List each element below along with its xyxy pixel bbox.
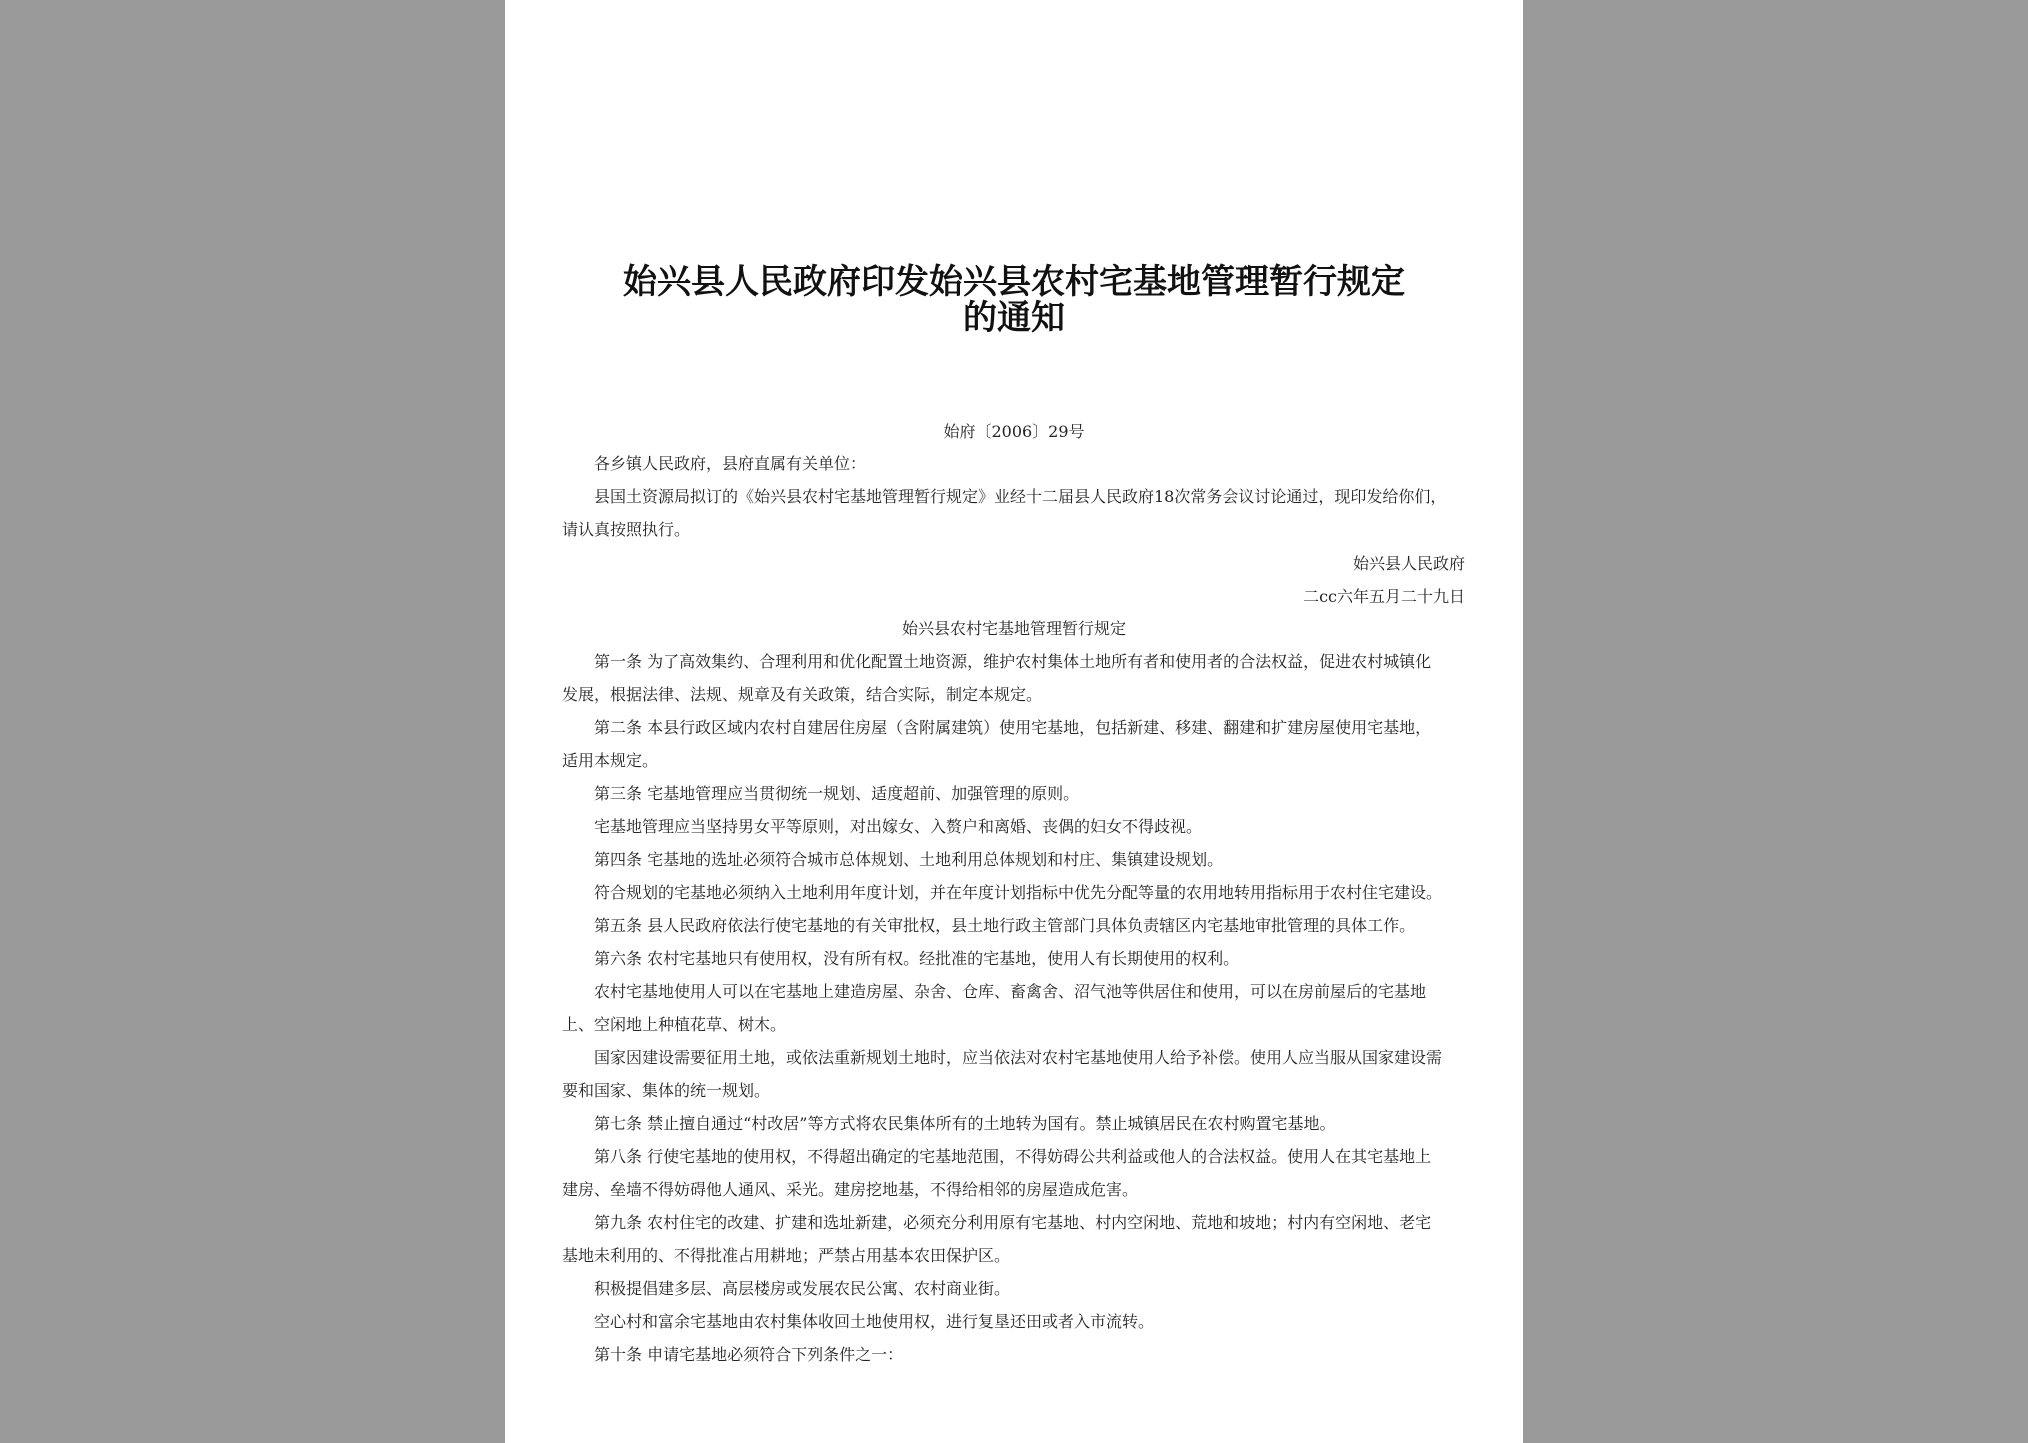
article-line: 第四条 宅基地的选址必须符合城市总体规划、土地利用总体规划和村庄、集镇建设规划。 <box>594 850 1224 869</box>
article-line: 第七条 禁止擅自通过“村改居”等方式将农民集体所有的土地转为国有。禁止城镇居民在农村购置宅基地。 <box>594 1114 1336 1133</box>
article-line: 符合规划的宅基地必须纳入土地利用年度计划，并在年度计划指标中优先分配等量的农用地转用指标用于农村住宅建设。 <box>594 883 1443 902</box>
regulation-title: 始兴县农村宅基地管理暂行规定 <box>901 619 1126 638</box>
article-line: 基地未利用的、不得批准占用耕地；严禁占用基本农田保护区。 <box>562 1246 1011 1265</box>
article-line: 国家因建设需要征用土地，或依法重新规划土地时，应当依法对农村宅基地使用人给予补偿。使用人应当服从国家建设需 <box>594 1048 1443 1067</box>
body-line: 请认真按照执行。 <box>562 520 691 539</box>
article-line: 上、空闲地上种植花草、树木。 <box>562 1015 787 1034</box>
article-line: 第八条 行使宅基地的使用权，不得超出确定的宅基地范围，不得妨碍公共利益或他人的合法权益。使用人在其宅基地上 <box>594 1147 1432 1166</box>
article-line: 发展，根据法律、法规、规章及有关政策，结合实际，制定本规定。 <box>562 685 1043 704</box>
article-line: 建房、垒墙不得妨碍他人通风、采光。建房挖地基，不得给相邻的房屋造成危害。 <box>562 1180 1139 1199</box>
article-line: 第三条 宅基地管理应当贯彻统一规划、适度超前、加强管理的原则。 <box>594 784 1080 803</box>
body-line: 县国土资源局拟订的《始兴县农村宅基地管理暂行规定》业经十二届县人民政府18次常务会议讨论通过，现印发给你们， <box>594 487 1447 506</box>
article-line: 第五条 县人民政府依法行使宅基地的有关审批权，县土地行政主管部门具体负责辖区内宅基地审批管理的具体工作。 <box>594 916 1416 935</box>
article-line: 空心村和富余宅基地由农村集体收回土地使用权，进行复垦还田或者入市流转。 <box>594 1312 1155 1331</box>
document-title-line-2: 的通知 <box>963 298 1065 338</box>
article-line: 积极提倡建多层、高层楼房或发展农民公寓、农村商业街。 <box>594 1279 1011 1298</box>
document-page <box>505 0 1523 1443</box>
article-line: 第一条 为了高效集约、合理利用和优化配置土地资源，维护农村集体土地所有者和使用者的合法权益，促进农村城镇化 <box>594 652 1432 671</box>
article-line: 宅基地管理应当坚持男女平等原则，对出嫁女、入赘户和离婚、丧偶的妇女不得歧视。 <box>594 817 1203 836</box>
article-line: 农村宅基地使用人可以在宅基地上建造房屋、杂舍、仓库、畜禽舍、沼气池等供居住和使用，可以在房前屋后的宅基地 <box>594 982 1427 1001</box>
article-line: 适用本规定。 <box>562 751 659 770</box>
article-line: 第二条 本县行政区域内农村自建居住房屋（含附属建筑）使用宅基地，包括新建、移建、翻建和扩建房屋使用宅基地， <box>594 718 1432 737</box>
article-line: 第十条 申请宅基地必须符合下列条件之一： <box>594 1345 904 1364</box>
document-number: 始府〔2006〕29号 <box>943 422 1085 441</box>
article-line: 第九条 农村住宅的改建、扩建和选址新建，必须充分利用原有宅基地、村内空闲地、荒地和坡地；村内有空闲地、老宅 <box>594 1213 1432 1232</box>
article-line: 第六条 农村宅基地只有使用权，没有所有权。经批准的宅基地，使用人有长期使用的权利。 <box>594 949 1240 968</box>
document-title-line-1: 始兴县人民政府印发始兴县农村宅基地管理暂行规定 <box>623 262 1405 302</box>
article-line: 要和国家、集体的统一规划。 <box>562 1081 771 1100</box>
issuer-signature: 始兴县人民政府 <box>1352 554 1465 573</box>
issue-date: 二cc六年五月二十九日 <box>1303 587 1465 606</box>
salutation: 各乡镇人民政府，县府直属有关单位： <box>594 454 867 473</box>
